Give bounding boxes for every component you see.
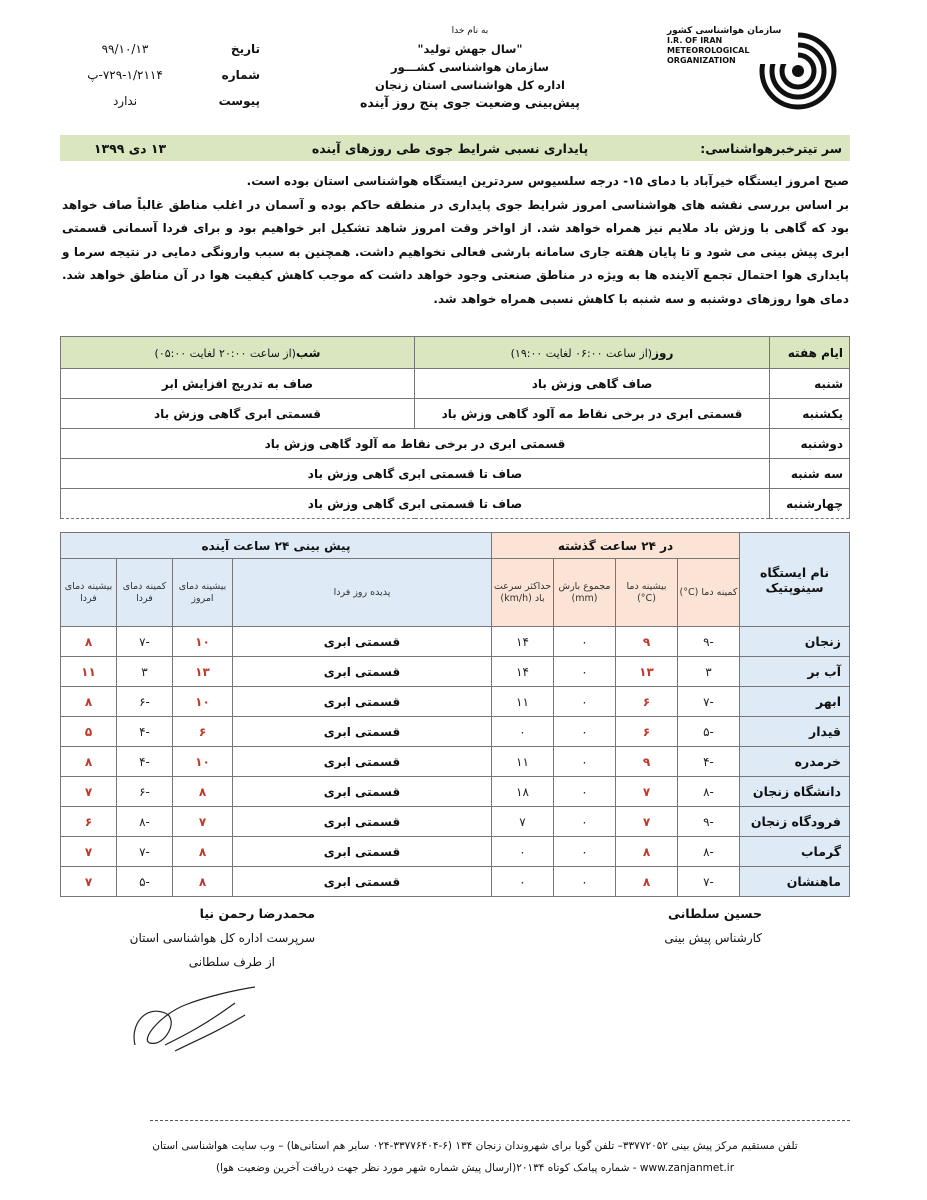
letter-meta	[60, 36, 260, 114]
tomorrow-min-temp: -۶	[117, 777, 173, 807]
next-phenomenon: قسمتی ابری	[233, 867, 492, 897]
past-precip: ۰	[554, 687, 616, 717]
tomorrow-max-temp: ۷	[61, 777, 117, 807]
summary-line-2: بر اساس بررسی نقشه های هواشناسی امروز شرایط جوی پایداری در منطقه حاکم بوده و آسمان در اغلب مناطق غالباً صاف خواهد بود که گاهی با وزش باد ملایم نیز همراه خواهد شد. از اواخر وقت امروز شاهد تشکیل ابر خواهیم بود و برای فردا آسمانی قسمتی ابری پیش بینی می شود و تا پایان هفته جاری سامانه بارشی فعالی نخواهیم داشت. همچنین به سبب وارونگی دمایی در نتیجه سرما و پایداری هوا احتمال تجمع آلاینده ها به ویژه در مناطق صنعتی وجود خواهد داشت که موجب کاهش کیفیت هوا در آن مناطق خواهد شد. دمای هوا روزهای دوشنبه و سه شنبه با کاهش نسبی همراه خواهد شد.	[62, 197, 849, 306]
tomorrow-min-temp: -۸	[117, 807, 173, 837]
handwritten-signature-icon	[125, 985, 265, 1065]
station-name: فرودگاه زنجان	[740, 807, 850, 837]
past-precip: ۰	[554, 717, 616, 747]
station-row	[61, 687, 850, 717]
stations-table	[60, 532, 850, 897]
past-max-wind: ۱۱	[492, 747, 554, 777]
past-max-wind: ۱۸	[492, 777, 554, 807]
past-max-temp: ۶	[616, 717, 678, 747]
past-max-temp: ۷	[616, 777, 678, 807]
station-row	[61, 807, 850, 837]
stations-group-header	[61, 533, 850, 559]
headline-text: پایداری نسبی شرایط جوی طی روزهای آینده	[311, 140, 589, 156]
weekly-row: سه شنبه صاف تا قسمتی ابری گاهی وزش باد	[61, 459, 850, 489]
weekly-header-row	[61, 337, 850, 369]
number-value: ۷۲۹-۱/۲۱۱۴-پ	[87, 68, 163, 82]
tomorrow-min-temp: -۶	[117, 687, 173, 717]
next-phenomenon: قسمتی ابری	[233, 837, 492, 867]
stations-body	[61, 627, 850, 897]
station-row	[61, 777, 850, 807]
station-name: ابهر	[740, 687, 850, 717]
past-precip: ۰	[554, 867, 616, 897]
past-max-wind: ۰	[492, 717, 554, 747]
office-name: اداره کل هواشناسی استان زنجان	[375, 78, 565, 92]
today-max-temp: ۶	[173, 717, 233, 747]
past-min-temp: -۸	[678, 777, 740, 807]
past-min-temp: -۵	[678, 717, 740, 747]
director-title: سرپرست اداره کل هواشناسی استان	[129, 931, 315, 945]
today-max-temp: ۷	[173, 807, 233, 837]
weekly-row: چهارشنبه صاف تا قسمتی ابری گاهی وزش باد	[61, 489, 850, 519]
past-max-temp: ۱۳	[616, 657, 678, 687]
next-24h-title: پیش بینی ۲۴ ساعت آینده	[61, 533, 492, 559]
next-phenomenon: قسمتی ابری	[233, 687, 492, 717]
attachment-value: ندارد	[112, 94, 138, 108]
past-max-wind: ۷	[492, 807, 554, 837]
forecast-summary	[62, 170, 849, 311]
past-max-temp: ۹	[616, 627, 678, 657]
next-phenomenon: قسمتی ابری	[233, 747, 492, 777]
past-min-temp: -۷	[678, 687, 740, 717]
weekly-row: دوشنبه قسمتی ابری در برخی نقاط مه آلود گاهی وزش باد	[61, 429, 850, 459]
station-row	[61, 627, 850, 657]
tomorrow-min-temp: -۴	[117, 747, 173, 777]
tomorrow-min-temp: -۷	[117, 627, 173, 657]
today-max-temp: ۱۰	[173, 747, 233, 777]
tomorrow-max-temp: ۸	[61, 627, 117, 657]
director-signature	[95, 902, 315, 974]
past-min-temp: -۹	[678, 807, 740, 837]
past-max-wind: ۱۴	[492, 627, 554, 657]
past-precip: ۰	[554, 627, 616, 657]
today-max-temp: ۸	[173, 777, 233, 807]
tomorrow-max-temp: ۵	[61, 717, 117, 747]
past-min-temp: -۷	[678, 867, 740, 897]
weekly-row: یکشنبه قسمتی ابری در برخی نقاط مه آلود گاهی وزش باد قسمتی ابری گاهی وزش باد	[61, 399, 850, 429]
past-max-wind: ۰	[492, 867, 554, 897]
today-max-temp: ۸	[173, 867, 233, 897]
director-on-behalf: از طرف سلطانی	[188, 955, 275, 969]
tomorrow-max-temp: ۸	[61, 687, 117, 717]
tomorrow-max-temp: ۷	[61, 837, 117, 867]
org-name: سازمان هواشناسی کشـــور	[391, 60, 549, 74]
col-station: نام ایستگاه سینوپتیک	[740, 533, 850, 627]
weekly-col-night: شب(از ساعت ۲۰:۰۰ لغایت ۰۵:۰۰)	[61, 337, 415, 369]
date-value: ۹۹/۱۰/۱۳	[101, 42, 149, 56]
date-label: تاریخ	[230, 42, 260, 56]
attachment-label: پیوست	[218, 94, 260, 108]
station-row	[61, 717, 850, 747]
headline-label: سر تیترخبرهواشناسی:	[700, 140, 842, 156]
today-max-temp: ۱۳	[173, 657, 233, 687]
number-label: شماره	[221, 68, 260, 82]
tomorrow-max-temp: ۶	[61, 807, 117, 837]
station-name: گرماب	[740, 837, 850, 867]
past-precip: ۰	[554, 837, 616, 867]
next-phenomenon: قسمتی ابری	[233, 657, 492, 687]
weekly-col-day: ایام هفته	[770, 337, 850, 369]
next-phenomenon: قسمتی ابری	[233, 807, 492, 837]
forecaster-title: کارشناس پیش بینی	[664, 931, 762, 945]
headline-date: ۱۳ دی ۱۳۹۹	[93, 140, 167, 156]
past-min-temp: ۳	[678, 657, 740, 687]
tomorrow-min-temp: ۳	[117, 657, 173, 687]
tomorrow-max-temp: ۱۱	[61, 657, 117, 687]
station-name: قیدار	[740, 717, 850, 747]
today-max-temp: ۱۰	[173, 687, 233, 717]
station-name: زنجان	[740, 627, 850, 657]
today-max-temp: ۸	[173, 837, 233, 867]
tomorrow-min-temp: -۷	[117, 837, 173, 867]
past-max-wind: ۰	[492, 837, 554, 867]
past-precip: ۰	[554, 657, 616, 687]
past-24h-title: در ۲۴ ساعت گذشته	[492, 533, 740, 559]
station-row	[61, 867, 850, 897]
tomorrow-max-temp: ۸	[61, 747, 117, 777]
document-header	[310, 22, 630, 112]
station-row	[61, 657, 850, 687]
past-max-temp: ۸	[616, 867, 678, 897]
past-max-temp: ۷	[616, 807, 678, 837]
next-phenomenon: قسمتی ابری	[233, 777, 492, 807]
tomorrow-max-temp: ۷	[61, 867, 117, 897]
station-row	[61, 837, 850, 867]
logo-text: سازمان هواشناسی کشور I.R. OF IRAN METEOROLOGICAL ORGANIZATION	[667, 26, 782, 65]
station-row	[61, 747, 850, 777]
next-phenomenon: قسمتی ابری	[233, 717, 492, 747]
document-title: پیش‌بینی وضعیت جوی پنج روز آینده	[360, 95, 580, 110]
past-max-wind: ۱۴	[492, 657, 554, 687]
past-max-temp: ۸	[616, 837, 678, 867]
station-name: آب بر	[740, 657, 850, 687]
past-max-wind: ۱۱	[492, 687, 554, 717]
footer-divider	[150, 1120, 850, 1121]
director-name: محمدرضا رحمن نیا	[199, 906, 315, 921]
past-precip: ۰	[554, 807, 616, 837]
next-phenomenon: قسمتی ابری	[233, 627, 492, 657]
station-name: ماهنشان	[740, 867, 850, 897]
headline-bar	[60, 135, 850, 161]
past-precip: ۰	[554, 747, 616, 777]
station-name: خرمدره	[740, 747, 850, 777]
past-min-temp: -۸	[678, 837, 740, 867]
weekly-col-daytime: روز(از ساعت ۰۶:۰۰ لغایت ۱۹:۰۰)	[415, 337, 770, 369]
station-name: دانشگاه زنجان	[740, 777, 850, 807]
footer-sms: www.zanjanmet.ir - شماره پیامک کوتاه ۲۰۱۳۴(ارسال پیش شماره شهر مورد نظر جهت دریافت آخرین وضعیت هوا)	[215, 1162, 735, 1174]
footer-contact: تلفن مستقیم مرکز پیش بینی ۳۳۷۷۲۰۵۲– تلفن گویا برای شهروندان زنجان ۱۳۴ (۶-۳۳۷۷۶۴۰۴-۰۲۴ سایر هم استانی‌ها) – وب سایت هواشناسی استان	[152, 1140, 798, 1152]
past-max-temp: ۶	[616, 687, 678, 717]
weekly-forecast-table	[60, 336, 850, 519]
past-precip: ۰	[554, 777, 616, 807]
bismillah: به نام خدا	[451, 26, 489, 36]
stations-col-header: کمینه دما (C°) بیشینه دما (C°) مجموع بارش (mm) حداکثر سرعت باد (km/h) پدیده روز فردا بیشینه دمای امروز کمینه دمای فردا بیشینه دمای فردا	[61, 559, 850, 627]
footer	[100, 1135, 850, 1179]
summary-line-1: صبح امروز ایستگاه خیرآباد با دمای ۱۵- درجه سلسیوس سردترین ایستگاه هواشناسی استان بوده است.	[246, 174, 849, 188]
tomorrow-min-temp: -۵	[117, 867, 173, 897]
year-slogan: "سال جهش تولید"	[417, 42, 523, 56]
forecaster-signature	[664, 902, 762, 950]
past-max-temp: ۹	[616, 747, 678, 777]
weekly-row: شنبه صاف گاهی وزش باد صاف به تدریج افزایش ابر	[61, 369, 850, 399]
past-min-temp: -۴	[678, 747, 740, 777]
tomorrow-min-temp: -۴	[117, 717, 173, 747]
today-max-temp: ۱۰	[173, 627, 233, 657]
forecaster-name: حسین سلطانی	[667, 906, 762, 921]
past-min-temp: -۹	[678, 627, 740, 657]
irimo-logo	[667, 24, 842, 124]
